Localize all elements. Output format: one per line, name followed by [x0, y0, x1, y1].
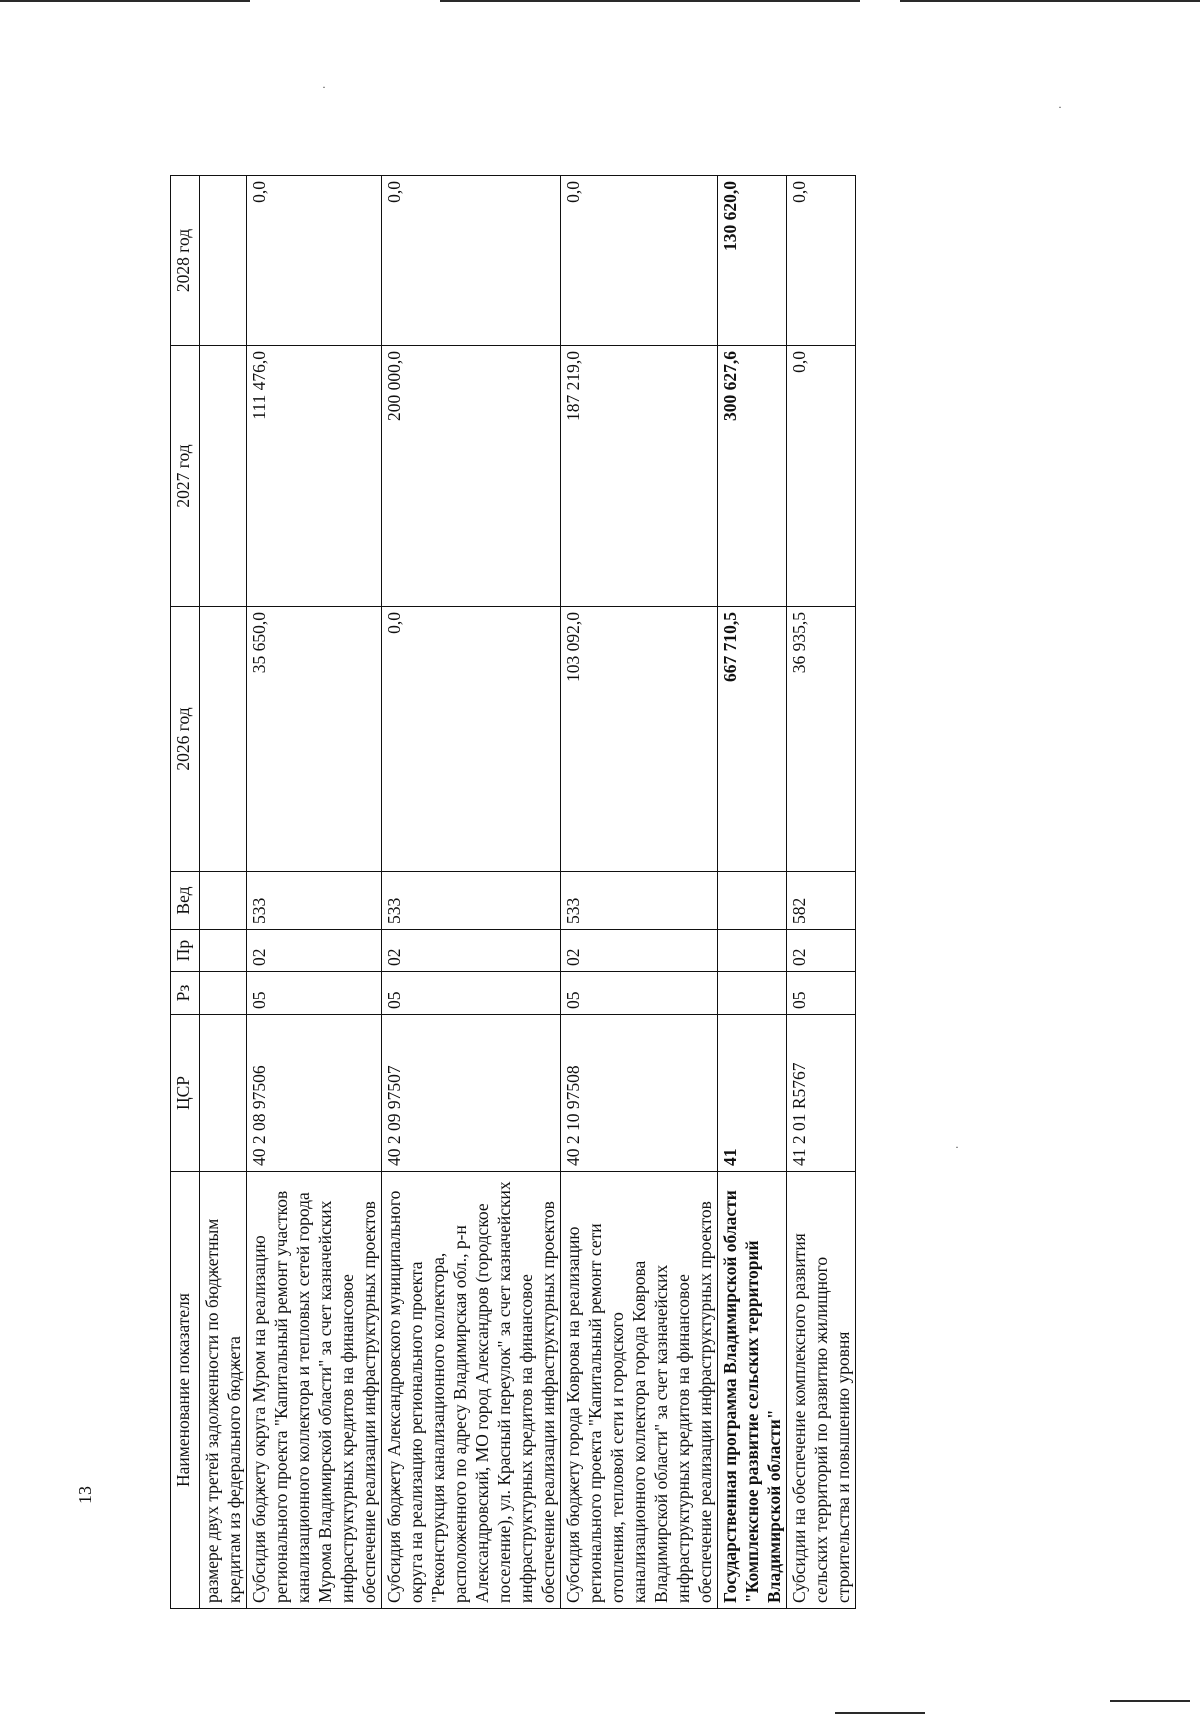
- cell-2028: 0,0: [382, 176, 561, 346]
- cell-rz: 05: [561, 972, 718, 1015]
- cell-2028: 0,0: [787, 176, 856, 346]
- cell-name: Субсидии на обеспечение комплексного развития сельских территорий по развитию жилищного строительства и повышению уровня: [787, 1172, 856, 1609]
- cell-rz: [718, 972, 787, 1015]
- cell-2028: [200, 176, 247, 346]
- header-2027: 2027 год: [171, 346, 200, 607]
- cell-2027: 0,0: [787, 346, 856, 607]
- cell-2026: 36 935,5: [787, 607, 856, 872]
- cell-2027: 111 476,0: [247, 346, 382, 607]
- cell-csr: 40 2 08 97506: [247, 1015, 382, 1172]
- cell-name: Субсидия бюджету Александровского муниципального округа на реализацию регионального проекта "Реконструкция канализационного коллектора, расположенного по адресу Владимирская обл., р-н Александровский, МО город Александров (городское поселение), ул. Красный переулок" за счет казначейских инфраструктурных кредитов на финансовое обеспечение реализации инфраструктурных проектов: [382, 1172, 561, 1609]
- cell-rz: [200, 972, 247, 1015]
- cell-rz: 05: [787, 972, 856, 1015]
- scan-dot: ·: [955, 1140, 959, 1154]
- cell-ved: 533: [247, 872, 382, 930]
- page-number: 13: [75, 1486, 95, 1504]
- cell-2027: 200 000,0: [382, 346, 561, 607]
- table-row: [382, 176, 561, 1609]
- table-row: [247, 176, 382, 1609]
- header-csr: ЦСР: [171, 1015, 200, 1172]
- cell-ved: 582: [787, 872, 856, 930]
- cell-pr: [718, 930, 787, 972]
- cell-2027: 300 627,6: [718, 346, 787, 607]
- cell-rz: 05: [247, 972, 382, 1015]
- cell-2026: 35 650,0: [247, 607, 382, 872]
- cell-pr: 02: [561, 930, 718, 972]
- cell-ved: 533: [561, 872, 718, 930]
- table-header-row: [171, 176, 200, 1609]
- scan-dot: ·: [322, 80, 326, 94]
- table-row: [200, 176, 247, 1609]
- header-2026: 2026 год: [171, 607, 200, 872]
- cell-name: Субсидия бюджету города Коврова на реализацию регионального проекта "Капитальный ремонт сети отопления, тепловой сети и городского канализационного коллектора города Коврова Владимирской области" за счет казначейских инфраструктурных кредитов на финансовое обеспечение реализации инфраструктурных проектов: [561, 1172, 718, 1609]
- cell-name: размере двух третей задолженности по бюджетным кредитам из федерального бюджета: [200, 1172, 247, 1609]
- cell-csr: [200, 1015, 247, 1172]
- cell-2026: 0,0: [382, 607, 561, 872]
- cell-2026: [200, 607, 247, 872]
- cell-2026: 667 710,5: [718, 607, 787, 872]
- cell-2028: 0,0: [247, 176, 382, 346]
- cell-csr: 41: [718, 1015, 787, 1172]
- header-rz: Рз: [171, 972, 200, 1015]
- cell-name: Субсидия бюджету округа Муром на реализацию регионального проекта "Капитальный ремонт участков канализационного коллектора и тепловых сетей города Мурома Владимирской области" за счет казначейских инфраструктурных кредитов на финансовое обеспечение реализации инфраструктурных проектов: [247, 1172, 382, 1609]
- cell-ved: [718, 872, 787, 930]
- cell-2027: [200, 346, 247, 607]
- header-name: Наименование показателя: [171, 1172, 200, 1609]
- table-row: [787, 176, 856, 1609]
- cell-pr: 02: [787, 930, 856, 972]
- cell-2028: 130 620,0: [718, 176, 787, 346]
- cell-csr: 40 2 09 97507: [382, 1015, 561, 1172]
- cell-2026: 103 092,0: [561, 607, 718, 872]
- header-ved: Вед: [171, 872, 200, 930]
- cell-pr: [200, 930, 247, 972]
- cell-pr: 02: [382, 930, 561, 972]
- cell-pr: 02: [247, 930, 382, 972]
- cell-2028: 0,0: [561, 176, 718, 346]
- budget-table: [170, 175, 856, 1609]
- cell-csr: 40 2 10 97508: [561, 1015, 718, 1172]
- table-row: [561, 176, 718, 1609]
- table-row-program-total: [718, 176, 787, 1609]
- cell-rz: 05: [382, 972, 561, 1015]
- scan-dot: ·: [1058, 100, 1062, 114]
- cell-ved: [200, 872, 247, 930]
- cell-csr: 41 2 01 R5767: [787, 1015, 856, 1172]
- header-pr: Пр: [171, 930, 200, 972]
- header-2028: 2028 год: [171, 176, 200, 346]
- cell-2027: 187 219,0: [561, 346, 718, 607]
- cell-ved: 533: [382, 872, 561, 930]
- cell-name: Государственная программа Владимирской области "Комплексное развитие сельских территорий Владимирской области": [718, 1172, 787, 1609]
